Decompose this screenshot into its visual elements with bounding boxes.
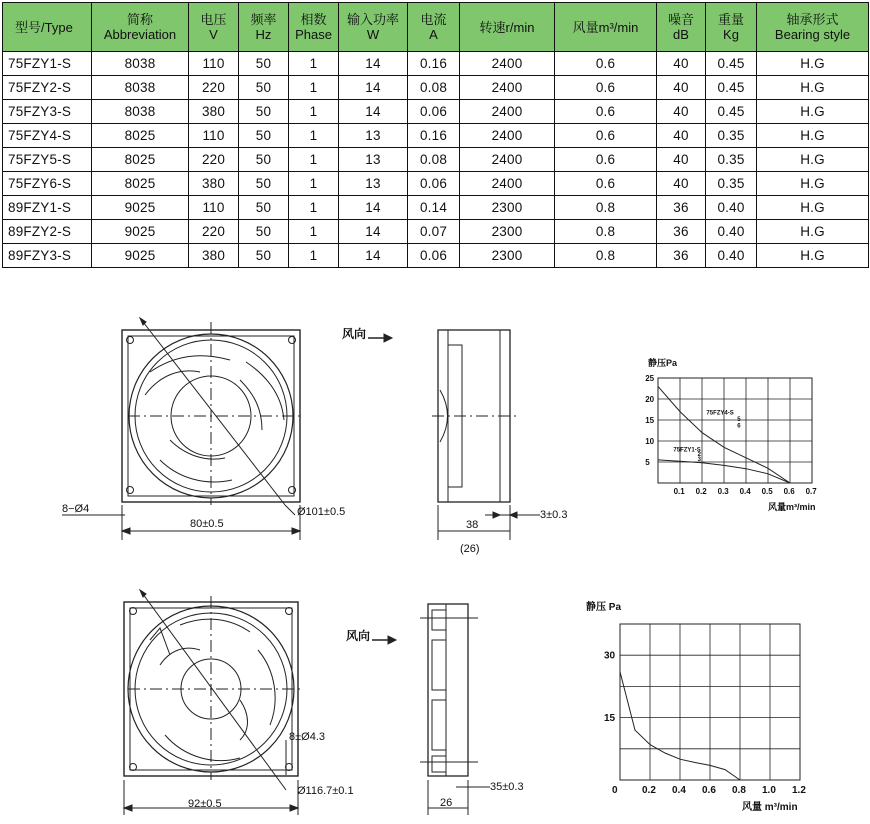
table-cell: 0.6 bbox=[555, 172, 657, 196]
header-unit: Phase bbox=[295, 27, 332, 42]
header-unit: Bearing style bbox=[774, 27, 851, 42]
header-unit: dB bbox=[673, 27, 689, 42]
table-cell: 110 bbox=[189, 52, 239, 76]
table-cell: H.G bbox=[757, 124, 869, 148]
mount-hole-icon bbox=[286, 764, 293, 771]
fan2-front-view bbox=[124, 590, 354, 815]
fan2-hole-label: 8±Ø4.3 bbox=[289, 731, 326, 743]
spec-table bbox=[2, 2, 869, 268]
table-cell: 0.6 bbox=[555, 100, 657, 124]
table-cell: 0.6 bbox=[555, 52, 657, 76]
x-tick-label: 0.6 bbox=[783, 487, 795, 496]
chart1-ylabel: 静压Pa bbox=[648, 358, 678, 368]
x-tick-label: 0.1 bbox=[673, 487, 685, 496]
table-cell: 0.40 bbox=[706, 244, 757, 268]
table-cell: 9025 bbox=[92, 220, 189, 244]
table-cell: H.G bbox=[757, 172, 869, 196]
arrow-right-icon bbox=[388, 636, 396, 644]
x-tick-label: 1.0 bbox=[762, 785, 776, 796]
table-cell: 0.45 bbox=[706, 100, 757, 124]
table-cell: 75FZY6-S bbox=[3, 172, 92, 196]
header-label: 频率 bbox=[250, 12, 277, 27]
header-unit: W bbox=[366, 27, 380, 42]
table-cell: 380 bbox=[189, 100, 239, 124]
table-cell: 75FZY4-S bbox=[3, 124, 92, 148]
table-cell: 89FZY3-S bbox=[3, 244, 92, 268]
table-cell: 75FZY3-S bbox=[3, 100, 92, 124]
table-cell: H.G bbox=[757, 76, 869, 100]
x-tick-label: 0.5 bbox=[761, 487, 773, 496]
y-tick-label: 15 bbox=[604, 713, 616, 725]
x-tick-label: 0.4 bbox=[739, 487, 751, 496]
mount-hole-icon bbox=[286, 608, 293, 615]
fan2-pressure-chart bbox=[586, 600, 806, 813]
fan2-offset-label: 35±0.3 bbox=[490, 781, 524, 793]
header-cell bbox=[239, 3, 289, 52]
table-cell: 0.06 bbox=[408, 172, 460, 196]
table-row bbox=[3, 196, 869, 220]
table-cell: 13 bbox=[339, 124, 408, 148]
y-tick-label: 5 bbox=[645, 457, 650, 467]
table-cell: 0.40 bbox=[706, 196, 757, 220]
table-cell: 0.45 bbox=[706, 76, 757, 100]
header-label: 简称 bbox=[126, 12, 153, 27]
table-cell: 0.16 bbox=[408, 124, 460, 148]
table-cell: 1 bbox=[289, 76, 339, 100]
table-cell: 220 bbox=[189, 76, 239, 100]
table-row bbox=[3, 172, 869, 196]
table-header-row bbox=[3, 3, 869, 52]
table-cell: H.G bbox=[757, 196, 869, 220]
table-cell: 2400 bbox=[460, 124, 555, 148]
table-cell: 50 bbox=[239, 148, 289, 172]
table-cell: 0.35 bbox=[706, 124, 757, 148]
table-cell: 8025 bbox=[92, 172, 189, 196]
table-row bbox=[3, 100, 869, 124]
table-cell: 220 bbox=[189, 148, 239, 172]
table-cell: 14 bbox=[339, 52, 408, 76]
x-tick-label: 0.8 bbox=[732, 785, 746, 796]
header-label: 轴承形式 bbox=[786, 12, 839, 27]
header-unit: Hz bbox=[255, 27, 272, 42]
fan1-hole-label: 8−Ø4 bbox=[62, 503, 90, 515]
table-cell: 50 bbox=[239, 220, 289, 244]
fan2-depth-label: 26 bbox=[440, 797, 453, 809]
table-cell: 1 bbox=[289, 124, 339, 148]
x-tick-label: 0.6 bbox=[702, 785, 716, 796]
technical-drawings bbox=[0, 270, 870, 824]
table-cell: H.G bbox=[757, 52, 869, 76]
table-cell: 40 bbox=[657, 76, 706, 100]
table-cell: 75FZY1-S bbox=[3, 52, 92, 76]
curve-label: 3 bbox=[697, 457, 701, 464]
table-cell: 40 bbox=[657, 52, 706, 76]
table-cell: 8038 bbox=[92, 52, 189, 76]
table-cell: 1 bbox=[289, 220, 339, 244]
curve-label: 6 bbox=[737, 423, 741, 430]
fan1-side-view bbox=[342, 326, 567, 555]
table-cell: 0.06 bbox=[408, 100, 460, 124]
table-cell: 0.40 bbox=[706, 220, 757, 244]
table-cell: 75FZY5-S bbox=[3, 148, 92, 172]
header-cell bbox=[555, 3, 657, 52]
mount-hole-icon bbox=[130, 764, 137, 771]
fan1-front-view bbox=[62, 318, 345, 540]
fan1-airflow-label: 风向 bbox=[342, 327, 367, 341]
chart2-xlabel: 风量 m³/min bbox=[742, 802, 798, 813]
table-cell: 40 bbox=[657, 172, 706, 196]
table-cell: 14 bbox=[339, 220, 408, 244]
table-cell: 36 bbox=[657, 244, 706, 268]
table-cell: 220 bbox=[189, 220, 239, 244]
table-cell: 2400 bbox=[460, 100, 555, 124]
curve-label: 75FZY4-S bbox=[706, 410, 734, 417]
table-cell: 0.45 bbox=[706, 52, 757, 76]
table-cell: 0.6 bbox=[555, 76, 657, 100]
table-cell: 89FZY1-S bbox=[3, 196, 92, 220]
table-cell: 50 bbox=[239, 76, 289, 100]
table-cell: H.G bbox=[757, 100, 869, 124]
header-cell bbox=[757, 3, 869, 52]
table-cell: 8038 bbox=[92, 76, 189, 100]
table-cell: 0.07 bbox=[408, 220, 460, 244]
header-label: 输入功率 bbox=[346, 12, 399, 27]
table-cell: 2400 bbox=[460, 148, 555, 172]
header-cell bbox=[92, 3, 189, 52]
table-cell: 1 bbox=[289, 172, 339, 196]
header-cell bbox=[3, 3, 92, 52]
table-cell: 50 bbox=[239, 172, 289, 196]
fan1-depth-alt-label: (26) bbox=[460, 543, 480, 555]
fan2-width-label: 92±0.5 bbox=[188, 798, 222, 810]
table-cell: 110 bbox=[189, 196, 239, 220]
table-cell: 14 bbox=[339, 244, 408, 268]
table-cell: 2400 bbox=[460, 172, 555, 196]
table-cell: 36 bbox=[657, 196, 706, 220]
header-unit: V bbox=[209, 27, 218, 42]
table-cell: 50 bbox=[239, 244, 289, 268]
table-cell: H.G bbox=[757, 244, 869, 268]
fan1-offset-label: 3±0.3 bbox=[540, 509, 568, 521]
header-label: 电流 bbox=[420, 12, 447, 27]
table-cell: 0.8 bbox=[555, 244, 657, 268]
table-cell: 9025 bbox=[92, 196, 189, 220]
fan2-diameter-label: Ø116.7±0.1 bbox=[297, 785, 354, 797]
fan2-side-view bbox=[346, 604, 524, 815]
header-cell bbox=[339, 3, 408, 52]
table-cell: 0.6 bbox=[555, 148, 657, 172]
table-cell: 2400 bbox=[460, 52, 555, 76]
table-cell: 89FZY2-S bbox=[3, 220, 92, 244]
fan1-depth-label: 38 bbox=[466, 519, 479, 531]
fan1-diameter-label: Ø101±0.5 bbox=[297, 506, 346, 518]
arrow-right-icon bbox=[384, 334, 392, 342]
x-tick-label: 0.3 bbox=[717, 487, 729, 496]
fan2-airflow-label: 风向 bbox=[346, 629, 371, 643]
header-cell bbox=[289, 3, 339, 52]
x-tick-label: 1.2 bbox=[792, 785, 806, 796]
table-cell: 8025 bbox=[92, 148, 189, 172]
table-cell: 0.16 bbox=[408, 52, 460, 76]
table-cell: 9025 bbox=[92, 244, 189, 268]
table-cell: 50 bbox=[239, 196, 289, 220]
header-cell bbox=[706, 3, 757, 52]
table-cell: 0.08 bbox=[408, 76, 460, 100]
table-cell: 13 bbox=[339, 172, 408, 196]
table-cell: 0.8 bbox=[555, 196, 657, 220]
table-cell: 50 bbox=[239, 100, 289, 124]
table-cell: 8025 bbox=[92, 124, 189, 148]
table-cell: H.G bbox=[757, 220, 869, 244]
header-unit: A bbox=[429, 27, 438, 42]
header-label: 电压 bbox=[200, 12, 227, 27]
table-row bbox=[3, 220, 869, 244]
table-cell: 2300 bbox=[460, 220, 555, 244]
table-cell: 1 bbox=[289, 244, 339, 268]
header-label: 型号/Type bbox=[15, 19, 73, 35]
table-cell: 14 bbox=[339, 100, 408, 124]
header-label: 转速r/min bbox=[479, 19, 535, 35]
table-cell: 36 bbox=[657, 220, 706, 244]
header-cell bbox=[460, 3, 555, 52]
table-cell: 0.08 bbox=[408, 148, 460, 172]
x-tick-label: 0 bbox=[612, 785, 618, 796]
table-cell: 0.14 bbox=[408, 196, 460, 220]
table-cell: H.G bbox=[757, 148, 869, 172]
table-row bbox=[3, 244, 869, 268]
header-label: 相数 bbox=[300, 12, 327, 27]
table-cell: 1 bbox=[289, 196, 339, 220]
mount-hole-icon bbox=[130, 608, 137, 615]
y-tick-label: 20 bbox=[645, 394, 655, 404]
fan1-width-label: 80±0.5 bbox=[190, 518, 224, 530]
table-cell: 2300 bbox=[460, 196, 555, 220]
table-cell: 0.35 bbox=[706, 148, 757, 172]
table-cell: 50 bbox=[239, 52, 289, 76]
y-tick-label: 15 bbox=[645, 415, 655, 425]
header-unit: Abbreviation bbox=[103, 27, 177, 42]
table-cell: 380 bbox=[189, 244, 239, 268]
table-cell: 14 bbox=[339, 196, 408, 220]
table-cell: 2300 bbox=[460, 244, 555, 268]
table-cell: 1 bbox=[289, 148, 339, 172]
table-cell: 0.6 bbox=[555, 124, 657, 148]
table-cell: 14 bbox=[339, 76, 408, 100]
table-cell: 50 bbox=[239, 124, 289, 148]
table-row bbox=[3, 52, 869, 76]
header-unit: Kg bbox=[723, 27, 739, 42]
header-cell bbox=[657, 3, 706, 52]
chart1-xlabel: 风量m³/min bbox=[768, 502, 816, 512]
curve-label: 5 bbox=[737, 416, 741, 423]
y-tick-label: 30 bbox=[604, 650, 616, 662]
curve-label: 75FZY1-S bbox=[673, 447, 701, 454]
table-cell: 1 bbox=[289, 100, 339, 124]
table-row bbox=[3, 148, 869, 172]
header-label: 噪音 bbox=[667, 12, 694, 27]
table-cell: 40 bbox=[657, 100, 706, 124]
header-label: 重量 bbox=[717, 12, 744, 27]
table-cell: 0.35 bbox=[706, 172, 757, 196]
chart2-ylabel: 静压 Pa bbox=[586, 602, 622, 613]
x-tick-label: 0.2 bbox=[695, 487, 707, 496]
fan1-pressure-chart bbox=[645, 357, 817, 512]
y-tick-label: 10 bbox=[645, 436, 655, 446]
header-cell bbox=[189, 3, 239, 52]
table-row bbox=[3, 124, 869, 148]
table-cell: 110 bbox=[189, 124, 239, 148]
table-cell: 75FZY2-S bbox=[3, 76, 92, 100]
curve-label: 2 bbox=[697, 452, 701, 459]
table-cell: 1 bbox=[289, 52, 339, 76]
table-cell: 13 bbox=[339, 148, 408, 172]
table-cell: 40 bbox=[657, 148, 706, 172]
x-tick-label: 0.7 bbox=[805, 487, 817, 496]
table-cell: 40 bbox=[657, 124, 706, 148]
header-label: 风量m³/min bbox=[572, 19, 639, 35]
x-tick-label: 0.4 bbox=[672, 785, 686, 796]
table-cell: 8038 bbox=[92, 100, 189, 124]
table-row bbox=[3, 76, 869, 100]
header-cell bbox=[408, 3, 460, 52]
x-tick-label: 0.2 bbox=[642, 785, 656, 796]
table-cell: 2400 bbox=[460, 76, 555, 100]
table-cell: 380 bbox=[189, 172, 239, 196]
table-cell: 0.06 bbox=[408, 244, 460, 268]
table-cell: 0.8 bbox=[555, 220, 657, 244]
y-tick-label: 25 bbox=[645, 373, 655, 383]
